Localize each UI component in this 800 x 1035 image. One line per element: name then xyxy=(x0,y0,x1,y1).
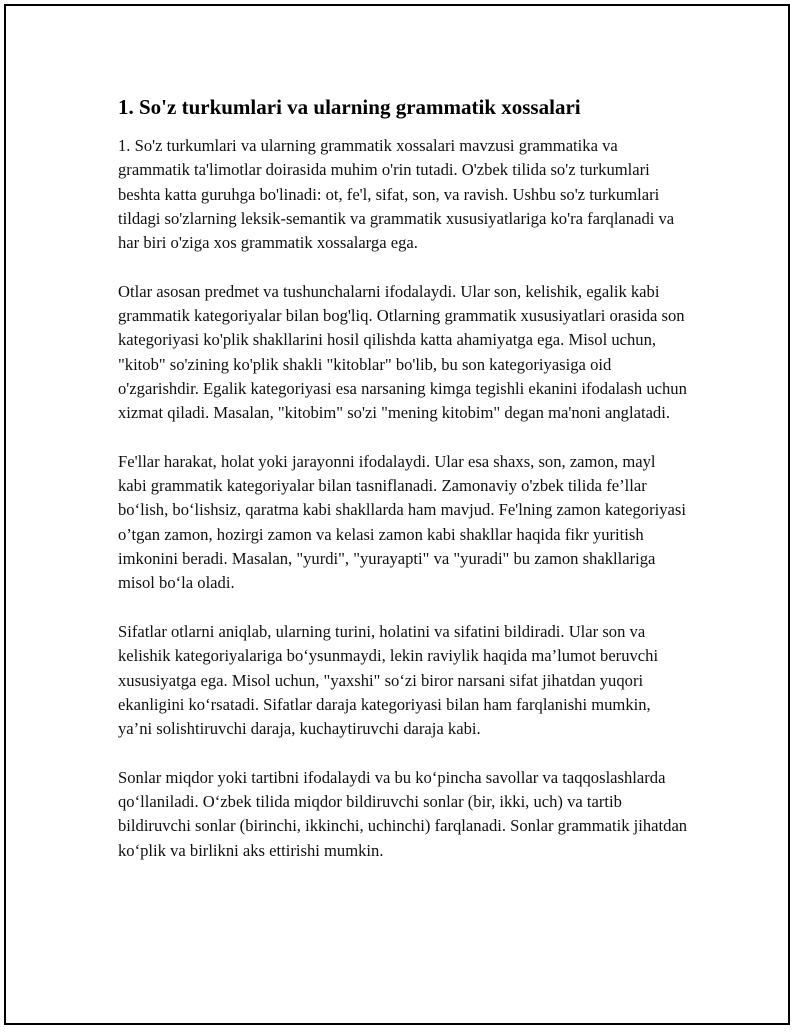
paragraph-numerals: Sonlar miqdor yoki tartibni ifodalaydi va bu ko‘pincha savollar va taqqoslashlarda qo‘llaniladi. O‘zbek tilida miqdor bildiruvchi sonlar (bir, ikki, uch) va tartib bildiruvchi sonlar (birinchi, ikkinchi, uchinchi) farqlanadi. Sonlar grammatik jihatdan ko‘plik va birlikni aks ettirishi mumkin. xyxy=(118,767,688,860)
document-body xyxy=(118,94,688,887)
paragraph-adjectives: Sifatlar otlarni aniqlab, ularning turini, holatini va sifatini bildiradi. Ular son va kelishik kategoriyalariga bo‘ysunmaydi, lekin raviylik haqida ma’lumot beruvchi xususiyatga ega. Misol uchun, "yaxshi" so‘zi biror narsani sifat jihatdan yuqori ekanligini ko‘rsatadi. Sifatlar daraja kategoriyasi bilan ham farqlanishi mumkin, ya’ni solishtiruvchi daraja, kuchaytiruvchi daraja kabi. xyxy=(118,621,659,739)
paragraph-verbs: Fe'llar harakat, holat yoki jarayonni ifodalaydi. Ular esa shaxs, son, zamon, mayl kabi grammatik kategoriyalar bilan tasniflanadi. Zamonaviy o'zbek tilida fe’llar bo‘lish, bo‘lishsiz, qaratma kabi shakllarda ham mavjud. Fe'lning zamon kategoriyasi o’tgan zamon, hozirgi zamon va kelasi zamon kabi shakllar haqida fikr yuritish imkonini beradi. Masalan, "yurdi", "yurayapti" va "yuradi" bu zamon shakllariga misol bo‘la oladi. xyxy=(118,451,686,593)
paragraph-nouns: Otlar asosan predmet va tushunchalarni ifodalaydi. Ular son, kelishik, egalik kabi grammatik kategoriyalar bilan bog'liq. Otlarning grammatik xususiyatlari orasida son kategoriyasi ko'plik shakllarini hosil qilishda katta ahamiyatga ega. Misol uchun, "kitob" so'zining ko'plik shakli "kitoblar" bo'lib, bu son kategoriyasiga oid o'zgarishdir. Egalik kategoriyasi esa narsaning kimga tegishli ekanini ifodalash uchun xizmat qiladi. Masalan, "kitobim" so'zi "mening kitobim" degan ma'noni anglatadi. xyxy=(118,281,687,423)
paragraph-intro: 1. So'z turkumlari va ularning grammatik xossalari mavzusi grammatika va grammatik ta'limotlar doirasida muhim o'rin tutadi. O'zbek tilida so'z turkumlari beshta katta guruhga bo'linadi: ot, fe'l, sifat, son, va ravish. Ushbu so'z turkumlari tildagi so'zlarning leksik-semantik va grammatik xususiyatlariga ko'ra farqlanadi va har biri o'ziga xos grammatik xossalarga ega. xyxy=(118,136,675,253)
document-title: 1. So'z turkumlari va ularning grammatik xossalari xyxy=(118,95,581,119)
